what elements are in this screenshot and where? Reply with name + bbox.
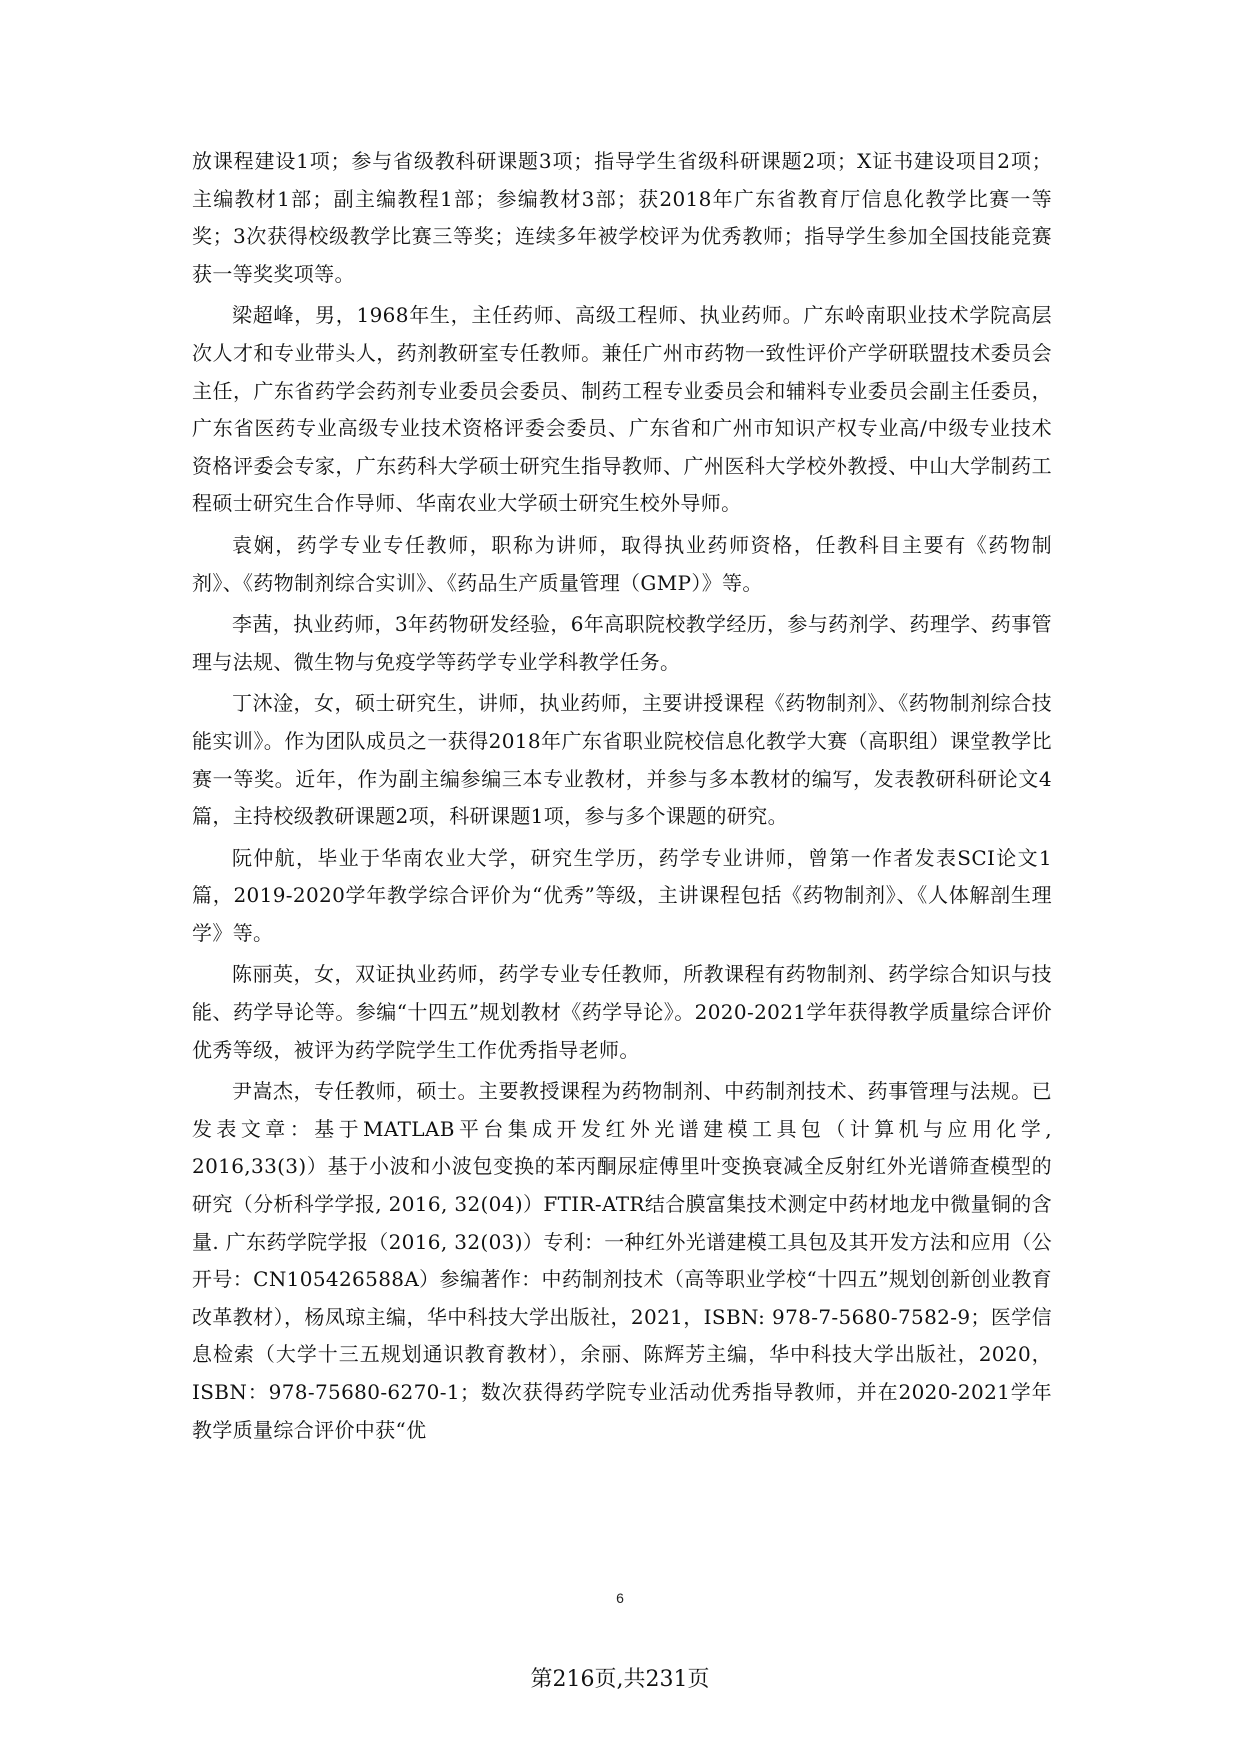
paragraph-continued-awards: 放课程建设1项；参与省级教科研课题3项；指导学生省级科研课题2项；X证书建设项目2项；主编教材1部；副主编教程1部；参编教材3部；获2018年广东省教育厅信息化教学比赛一等奖；3次获得校级教学比赛三等奖；连续多年被学校评为优秀教师；指导学生参加全国技能竞赛获一等奖奖项等。 [192, 149, 1052, 286]
paragraph-yin-songjie: 尹嵩杰，专任教师，硕士。主要教授课程为药物制剂、中药制剂技术、药事管理与法规。已发表文章：基于MATLAB平台集成开发红外光谱建模工具包（计算机与应用化学, 2016,33(3)）基于小波和小波包变换的苯丙酮尿症傅里叶变换衰减全反射红外光谱筛查模型的研究（分析科学学报, 2016, 32(04)）FTIR-ATR结合膜富集技术测定中药材地龙中微量铜的含量. 广东药学院学报（2016, 32(03)）专利：一种红外光谱建模工具包及其开发方法和应用（公开号：CN105426588A）参编著作：中药制剂技术（高等职业学校“十四五”规划创新创业教育改革教材），杨凤琼主编，华中科技大学出版社，2021，ISBN: 978-7-5680-7582-9；医学信息检索（大学十三五规划通识教育教材），余丽、陈辉芳主编，华中科技大学出版社，2020，ISBN：978-75680-6270-1；数次获得药学院专业活动优秀指导教师，并在2020-2021学年教学质量综合评价中获“优 [192, 1079, 1052, 1442]
paragraph-ruan-zhonghang: 阮仲航，毕业于华南农业大学，研究生学历，药学专业讲师，曾第一作者发表SCI论文1篇，2019-2020学年教学综合评价为“优秀”等级，主讲课程包括《药物制剂》、《人体解剖生理学》等。 [192, 845, 1052, 945]
paragraph-yuan-xian: 袁娴，药学专业专任教师，职称为讲师，取得执业药师资格，任教科目主要有《药物制剂》、《药物制剂综合实训》、《药品生产质量管理（GMP）》等。 [192, 532, 1052, 595]
document-body [192, 143, 1052, 1453]
page-footer: 第216页,共231页 [530, 1667, 710, 1692]
paragraph-liang-chaofeng: 梁超峰，男，1968年生，主任药师、高级工程师、执业药师。广东岭南职业技术学院高层次人才和专业带头人，药剂教研室专任教师。兼任广州市药物一致性评价产学研联盟技术委员会主任，广东省药学会药剂专业委员会委员、制药工程专业委员会和辅料专业委员会副主任委员，广东省医药专业高级专业技术资格评委会委员、广东省和广州市知识产权专业高/中级专业技术资格评委会专家，广东药科大学硕士研究生指导教师、广州医科大学校外教授、中山大学制药工程硕士研究生合作导师、华南农业大学硕士研究生校外导师。 [192, 303, 1052, 516]
paragraph-li-qian: 李茜，执业药师，3年药物研发经验，6年高职院校教学经历，参与药剂学、药理学、药事管理与法规、微生物与免疫学等药学专业学科教学任务。 [192, 612, 1052, 674]
page-number: 6 [616, 1590, 624, 1606]
paragraph-ding-mugan: 丁沐淦，女，硕士研究生，讲师，执业药师，主要讲授课程《药物制剂》、《药物制剂综合技能实训》。作为团队成员之一获得2018年广东省职业院校信息化教学大赛（高职组）课堂教学比赛一等奖。近年，作为副主编参编三本专业教材，并参与多本教材的编写，发表教研科研论文4篇，主持校级教研课题2项，科研课题1项，参与多个课题的研究。 [192, 691, 1052, 829]
paragraph-chen-liying: 陈丽英，女，双证执业药师，药学专业专任教师，所教课程有药物制剂、药学综合知识与技能、药学导论等。参编“十四五”规划教材《药学导论》。2020-2021学年获得教学质量综合评价优秀等级，被评为药学院学生工作优秀指导老师。 [192, 962, 1052, 1062]
